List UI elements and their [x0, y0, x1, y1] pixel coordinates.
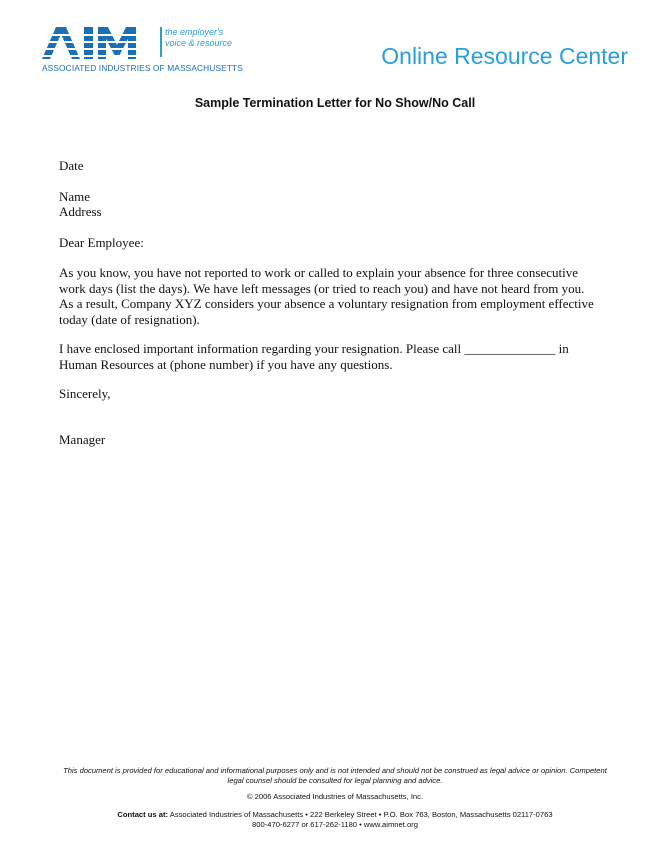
section-title: Online Resource Center	[381, 43, 628, 69]
logo-divider	[160, 27, 162, 57]
tagline-line-1: the employer's	[165, 27, 224, 37]
paragraph-1-line: today (date of resignation).	[59, 311, 200, 327]
disclaimer-line-2: legal counsel should be consulted for legal planning and advice.	[227, 775, 443, 785]
aim-logo-mark	[42, 25, 155, 61]
paragraph-2-line: Human Resources at (phone number) if you have any questions.	[59, 356, 393, 372]
aim-logo	[42, 25, 243, 75]
contact-address: Associated Industries of Massachusetts • 222 Berkeley Street • P.O. Box 763, Boston, Massachusetts 02117-0763	[168, 810, 553, 819]
contact-line-2: 800-470-6277 or 617-262-1180 • www.aimnet.org	[252, 819, 418, 829]
salutation: Dear Employee:	[59, 235, 144, 250]
letter-title: Sample Termination Letter for No Show/No Call	[194, 96, 476, 110]
paragraph-1-line: As you know, you have not reported to work or called to explain your absence for three consecutive	[59, 265, 578, 280]
paragraph-1-line: As a result, Company XYZ considers your absence a voluntary resignation from employment effective	[59, 296, 594, 311]
paragraph-2	[59, 341, 619, 372]
paragraph-1-line: work days (list the days). We have left messages (or tried to reach you) and have not heard from you.	[59, 280, 585, 296]
legal-disclaimer	[40, 766, 630, 785]
page-header	[0, 0, 670, 90]
signature: Manager	[59, 432, 106, 447]
tagline-line-2: voice & resource	[165, 38, 233, 48]
copyright-notice: © 2006 Associated Industries of Massachusetts, Inc.	[246, 792, 424, 801]
address-line: Address	[59, 204, 102, 219]
logo-tagline	[165, 27, 232, 49]
disclaimer-line-1: This document is provided for educational and informational purposes only and is not intended and should not be construed as legal advice or opinion. Competent	[63, 766, 607, 775]
contact-label: Contact us at:	[117, 810, 169, 819]
contact-line-1	[0, 810, 670, 820]
paragraph-2-line: I have enclosed important information regarding your resignation. Please call ______________ in	[59, 341, 569, 356]
contact-info	[0, 810, 670, 829]
date-line: Date	[59, 158, 84, 173]
association-name: ASSOCIATED INDUSTRIES OF MASSACHUSETTS	[42, 63, 243, 73]
closing: Sincerely,	[59, 386, 111, 401]
paragraph-1	[59, 265, 619, 327]
name-line: Name	[59, 189, 91, 204]
